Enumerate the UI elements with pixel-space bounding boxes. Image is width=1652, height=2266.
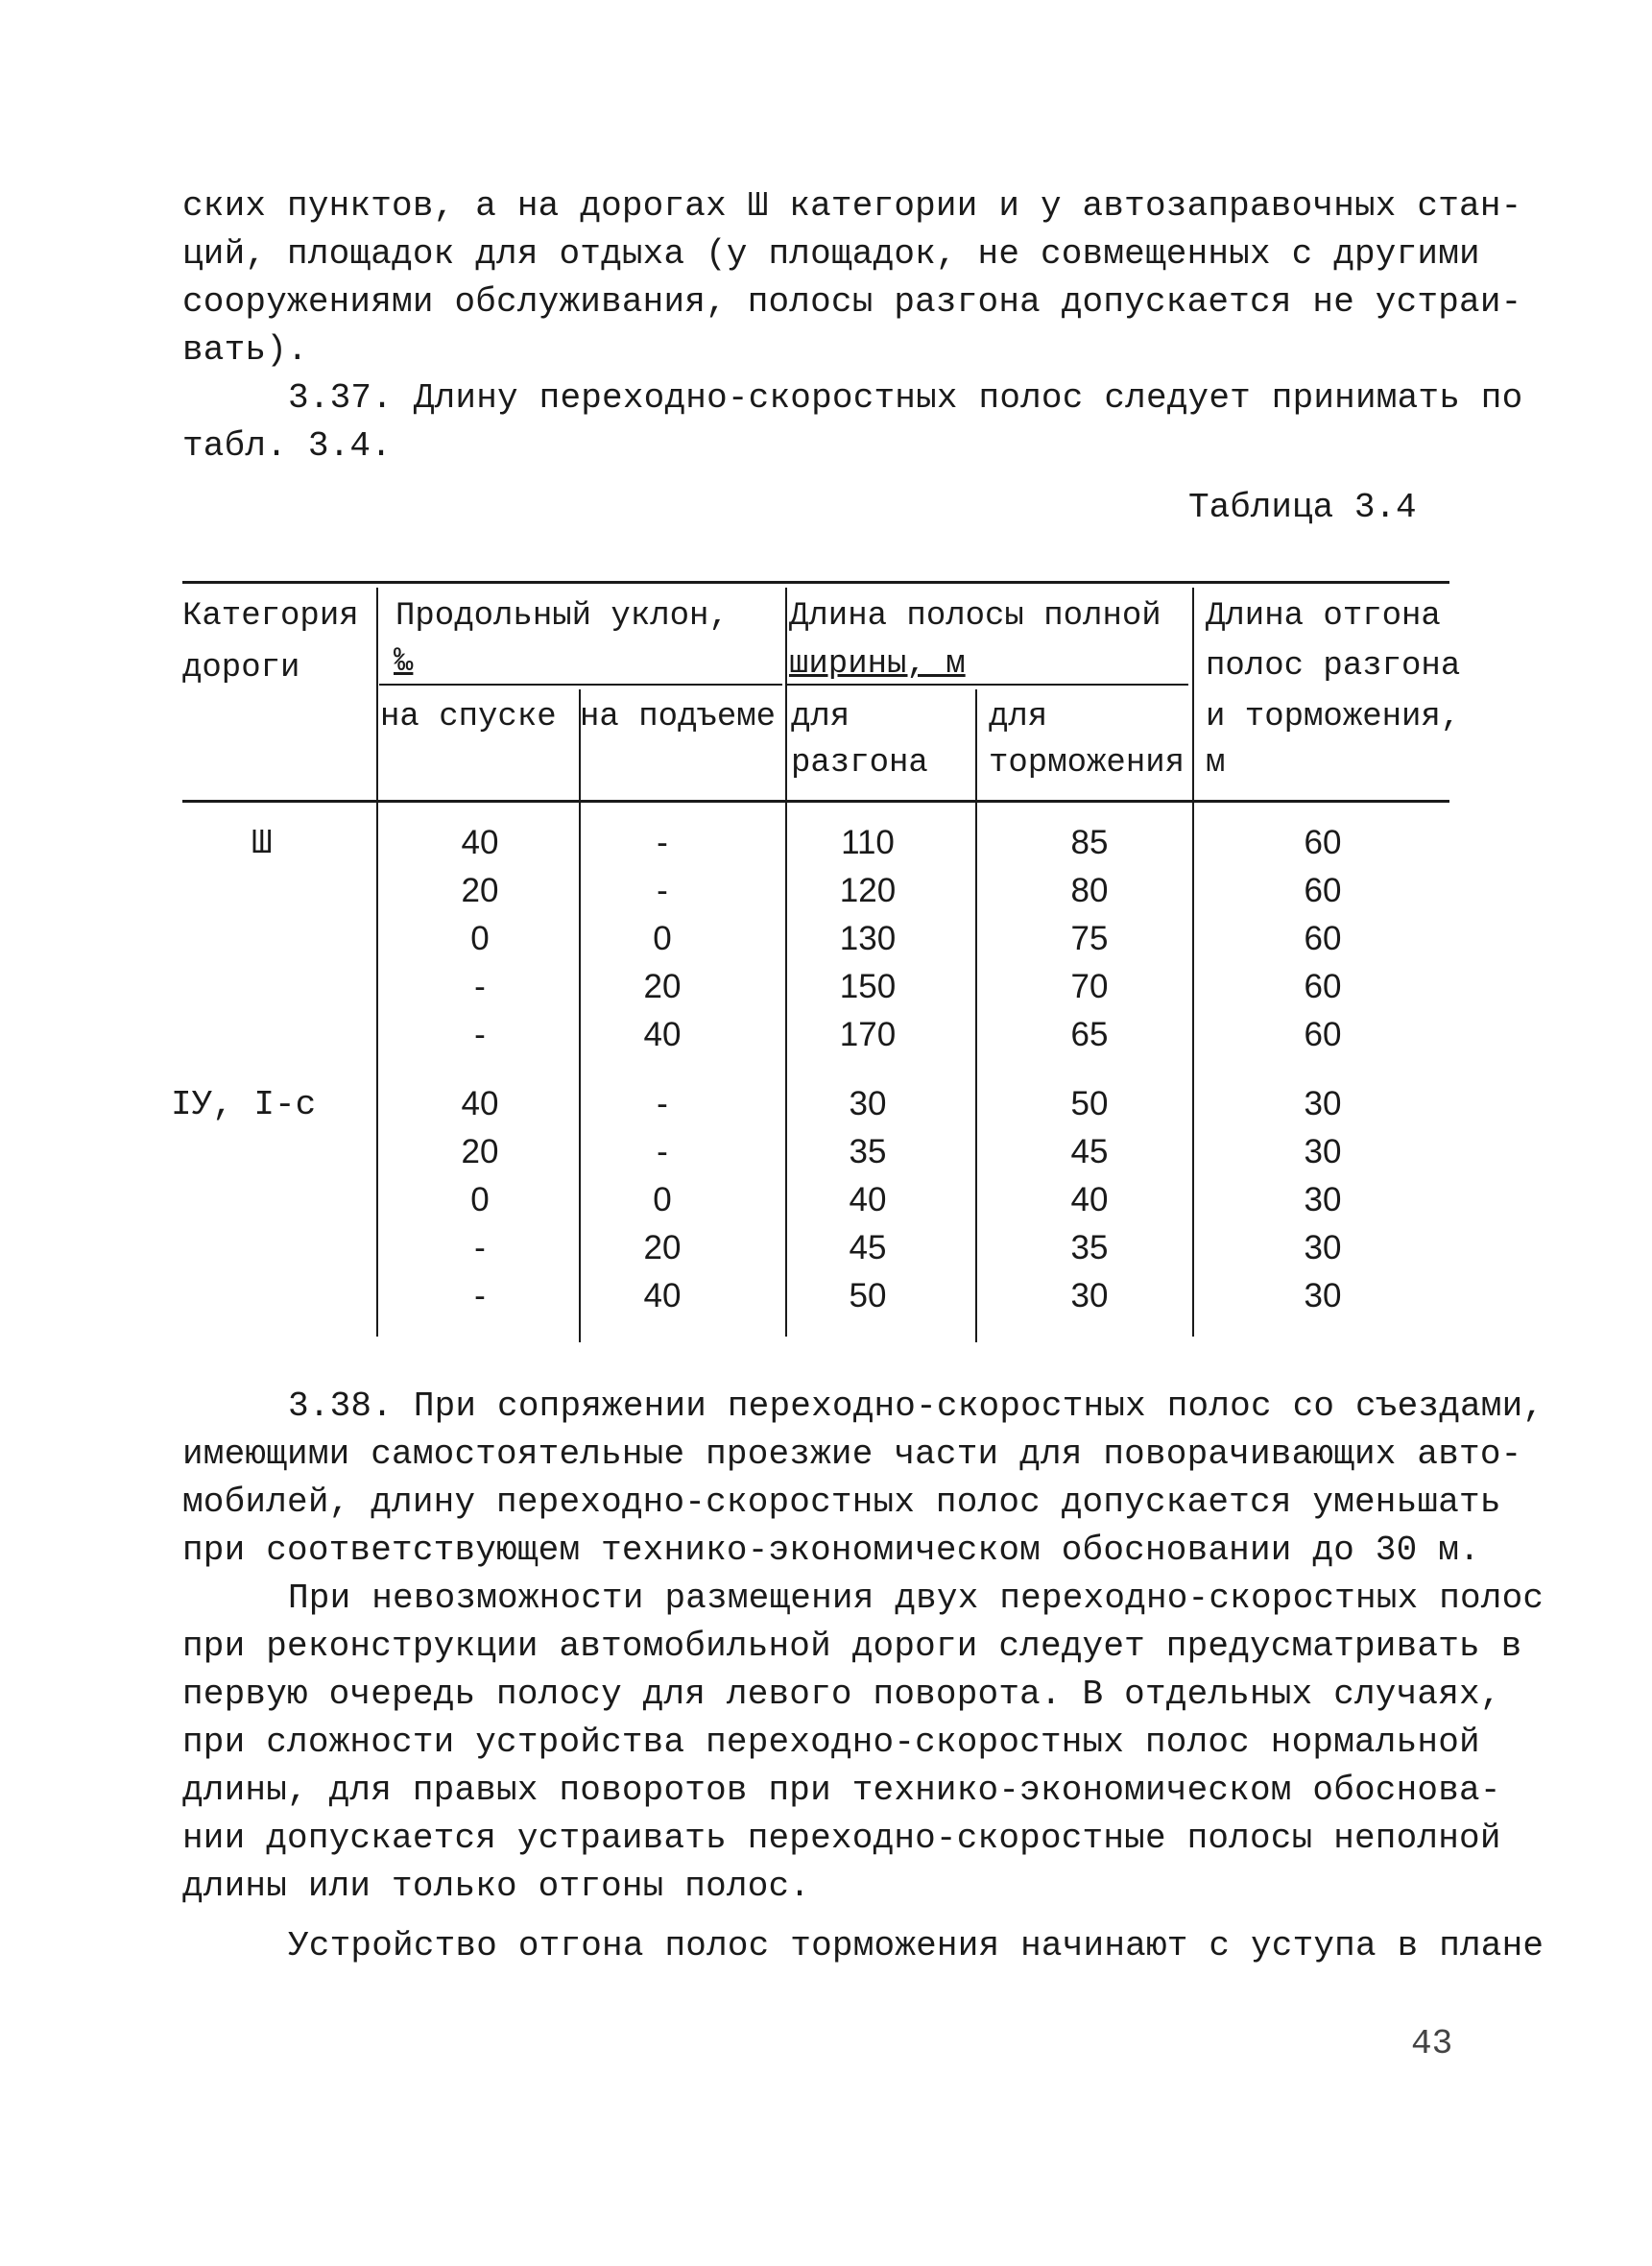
column-divider	[975, 689, 977, 1342]
paragraph-body	[182, 1383, 1544, 1970]
header-slope-unit: ‰	[394, 644, 414, 681]
table-cell: 0	[653, 920, 672, 957]
table-cell: 85	[1070, 824, 1109, 861]
header-brake: для	[989, 699, 1048, 735]
text-line: мобилей, длину переходно-скоростных полос допускается уменьшать	[182, 1483, 1501, 1522]
subheader-rule-slope	[379, 684, 782, 686]
header-taper: Длина отгона	[1206, 598, 1441, 635]
text-line: нии допускается устраивать переходно-скоростные полосы неполной	[182, 1819, 1501, 1858]
table-cell: 40	[461, 1085, 499, 1122]
table-cell: 80	[1070, 872, 1109, 909]
text-line: длины или только отгоны полос.	[182, 1867, 811, 1906]
table-cell: 30	[1304, 1277, 1342, 1314]
table-cell: -	[657, 824, 668, 861]
subheader-rule-length	[785, 684, 1188, 686]
header-accel: для	[791, 699, 850, 735]
text-line: сооружениями обслуживания, полосы разгона допускается не устраи-	[182, 282, 1522, 322]
table-cell: 30	[1304, 1085, 1342, 1122]
table-cell: 60	[1304, 920, 1342, 957]
table-cell: 30	[1304, 1229, 1342, 1266]
table-cell: 40	[461, 824, 499, 861]
category-label: IУ, I-с	[171, 1085, 317, 1124]
table-cell: 45	[849, 1229, 887, 1266]
header-slope-up: на подъеме	[580, 699, 777, 735]
header-category: дороги	[182, 650, 300, 687]
category-label: Ш	[251, 824, 273, 863]
table-cell: 40	[849, 1181, 887, 1218]
column-divider	[376, 588, 378, 1337]
table-title: Таблица 3.4	[1188, 488, 1417, 527]
table-cell: 35	[1070, 1229, 1109, 1266]
table-cell: 130	[839, 920, 897, 957]
column-divider	[579, 689, 581, 1342]
page-number: 43	[1411, 2024, 1453, 2063]
header-accel: разгона	[791, 745, 928, 782]
header-taper: м	[1206, 745, 1226, 782]
table-cell: 40	[643, 1016, 682, 1053]
table-header-bottom-rule	[182, 800, 1449, 803]
table-cell: -	[657, 1133, 668, 1170]
table-cell: 110	[841, 824, 895, 861]
table-cell: 30	[1304, 1133, 1342, 1170]
table-cell: 60	[1304, 1016, 1342, 1053]
column-divider	[1192, 588, 1194, 1337]
table-cell: 45	[1070, 1133, 1109, 1170]
table-cell: 120	[839, 872, 897, 909]
table-cell: -	[474, 1229, 486, 1266]
table-cell: 30	[1304, 1181, 1342, 1218]
table-cell: 60	[1304, 968, 1342, 1005]
table-cell: 70	[1070, 968, 1109, 1005]
table-cell: 40	[643, 1277, 682, 1314]
table-cell: 40	[1070, 1181, 1109, 1218]
header-taper: полос разгона	[1206, 648, 1461, 685]
table-cell: 0	[470, 1181, 490, 1218]
table-cell: -	[474, 1277, 486, 1314]
table-cell: 50	[849, 1277, 887, 1314]
table-cell: -	[657, 1085, 668, 1122]
text-line: табл. 3.4.	[182, 426, 393, 466]
table-cell: 20	[643, 1229, 682, 1266]
table-cell: -	[474, 968, 486, 1005]
header-length: Длина полосы полной	[789, 598, 1161, 635]
text-line: длины, для правых поворотов при технико-экономическом обоснова-	[182, 1771, 1501, 1810]
table-top-rule	[182, 581, 1449, 584]
table-cell: 30	[1070, 1277, 1109, 1314]
table-cell: 60	[1304, 824, 1342, 861]
text-line: вать).	[182, 330, 308, 370]
table-cell: -	[657, 872, 668, 909]
header-slope: Продольный уклон,	[395, 598, 729, 635]
table-cell: 20	[643, 968, 682, 1005]
table-cell: 75	[1070, 920, 1109, 957]
table-cell: 20	[461, 872, 499, 909]
text-line: первую очередь полосу для левого поворота. В отдельных случаях,	[182, 1675, 1501, 1714]
text-line: при сложности устройства переходно-скоростных полос нормальной	[182, 1723, 1480, 1762]
table-cell: 0	[470, 920, 490, 957]
text-line: Устройство отгона полос торможения начинают с уступа в плане	[288, 1926, 1544, 1965]
text-line: имеющими самостоятельные проезжие части для поворачивающих авто-	[182, 1434, 1522, 1474]
table-cell: 35	[849, 1133, 887, 1170]
table-cell: 60	[1304, 872, 1342, 909]
header-brake: торможения	[989, 745, 1185, 782]
column-divider	[785, 588, 787, 1337]
text-line: 3.37. Длину переходно-скоростных полос следует принимать по	[288, 378, 1523, 418]
paragraph-intro	[182, 182, 1523, 470]
text-line: при соответствующем технико-экономическом обосновании до 30 м.	[182, 1531, 1480, 1570]
text-line: 3.38. При сопряжении переходно-скоростных полос со съездами,	[288, 1386, 1544, 1426]
text-line: ских пунктов, а на дорогах Ш категории и у автозаправочных стан-	[182, 186, 1522, 226]
text-line: При невозможности размещения двух переходно-скоростных полос	[288, 1579, 1544, 1618]
header-category: Категория	[182, 598, 359, 635]
table-cell: 20	[461, 1133, 499, 1170]
table-cell: 65	[1070, 1016, 1109, 1053]
text-line: ций, площадок для отдыха (у площадок, не совмещенных с другими	[182, 234, 1480, 274]
table-cell: 50	[1070, 1085, 1109, 1122]
table-cell: -	[474, 1016, 486, 1053]
table-cell: 170	[839, 1016, 897, 1053]
header-slope-down: на спуске	[380, 699, 557, 735]
table-cell: 150	[839, 968, 897, 1005]
header-taper: и торможения,	[1206, 699, 1461, 735]
table-cell: 30	[849, 1085, 887, 1122]
header-length: ширины, м	[789, 646, 966, 683]
table-cell: 0	[653, 1181, 672, 1218]
text-line: при реконструкции автомобильной дороги следует предусматривать в	[182, 1627, 1522, 1666]
